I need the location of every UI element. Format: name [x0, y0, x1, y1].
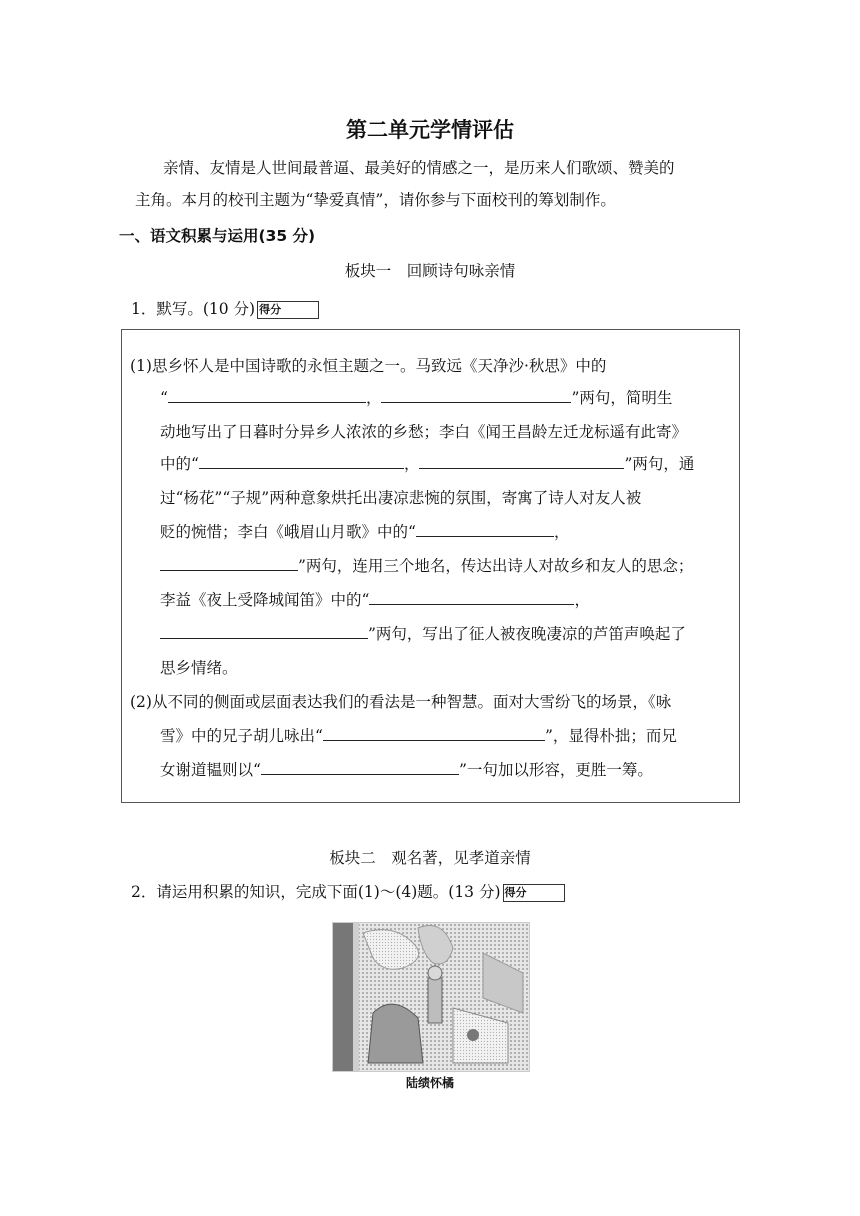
- box-line-1: (1)思乡怀人是中国诗歌的永恒主题之一。马致远《天净沙·秋思》中的: [130, 357, 607, 375]
- box-line-2: “ ， ”两句，简明生: [160, 389, 673, 407]
- section-heading: 一、语文积累与运用(35 分): [119, 227, 316, 245]
- page-title: 第二单元学情评估: [346, 118, 514, 142]
- intro-line-1: 亲情、友情是人世间最普逼、最美好的情感之一，是历来人们歌颂、赞美的: [163, 159, 675, 177]
- box-line-3: 动地写出了日暮时分异乡人浓浓的乡愁；李白《闻王昌龄左迁龙标遥有此寄》: [160, 423, 688, 441]
- intro-line-2: 主角。本月的校刊主题为“挚爱真情”，请你参与下面校刊的筹划制作。: [135, 191, 616, 209]
- box-line-10: 思乡情绪。: [160, 659, 238, 677]
- answer-blank-1[interactable]: [168, 388, 366, 403]
- box-line-7: ”两句，连用三个地名，传达出诗人对故乡和友人的思念；: [160, 554, 693, 576]
- answer-blank-6[interactable]: [160, 556, 298, 571]
- question-2: [131, 880, 565, 902]
- box-line-11: (2)从不同的侧面或层面表达我们的看法是一种智慧。面对大雪纷飞的场景，《咏: [130, 693, 672, 711]
- answer-blank-4[interactable]: [419, 454, 624, 469]
- box-line-13: 女谢道韫则以“ ”一句加以形容，更胜一筹。: [160, 761, 653, 779]
- answer-blank-5[interactable]: [416, 522, 554, 537]
- box-line-9: ”两句，写出了征人被夜晚凄凉的芦笛声唤起了: [160, 622, 686, 644]
- box-line-12: 雪》中的兄子胡儿咏出“ ”，显得朴拙；而兄: [160, 727, 677, 745]
- question-1: [131, 297, 319, 319]
- block1-title: 板块一 回顾诗句咏亲情: [344, 262, 516, 280]
- question-2-label: 2．请运用积累的知识，完成下面(1)～(4)题。(13 分): [131, 883, 501, 901]
- illustration-image: [332, 922, 530, 1072]
- score-box[interactable]: [257, 301, 319, 319]
- answer-blank-2[interactable]: [381, 388, 571, 403]
- box-line-6: 贬的惋惜；李白《峨眉山月歌》中的“ ，: [160, 523, 570, 541]
- answer-blank-10[interactable]: [261, 760, 459, 775]
- answer-blank-3[interactable]: [199, 454, 404, 469]
- score-box[interactable]: [503, 884, 565, 902]
- box-line-4: 中的“ ， ”两句，通: [160, 455, 695, 473]
- box-line-8: 李益《夜上受降城闻笛》中的“ ，: [160, 591, 590, 609]
- answer-blank-8[interactable]: [160, 624, 368, 639]
- answer-blank-9[interactable]: [323, 726, 545, 741]
- score-label: 得分: [259, 303, 282, 316]
- score-label: 得分: [504, 886, 527, 899]
- figure-caption: 陆绩怀橘: [405, 1076, 454, 1090]
- block2-title: 板块二 观名著，见孝道亲情: [329, 849, 531, 867]
- question-1-label: 1．默写。(10 分): [131, 300, 256, 318]
- box-line-5: 过“杨花”“子规”两种意象烘托出凄凉悲惋的氛围，寄寓了诗人对友人被: [160, 489, 642, 507]
- answer-blank-7[interactable]: [369, 590, 574, 605]
